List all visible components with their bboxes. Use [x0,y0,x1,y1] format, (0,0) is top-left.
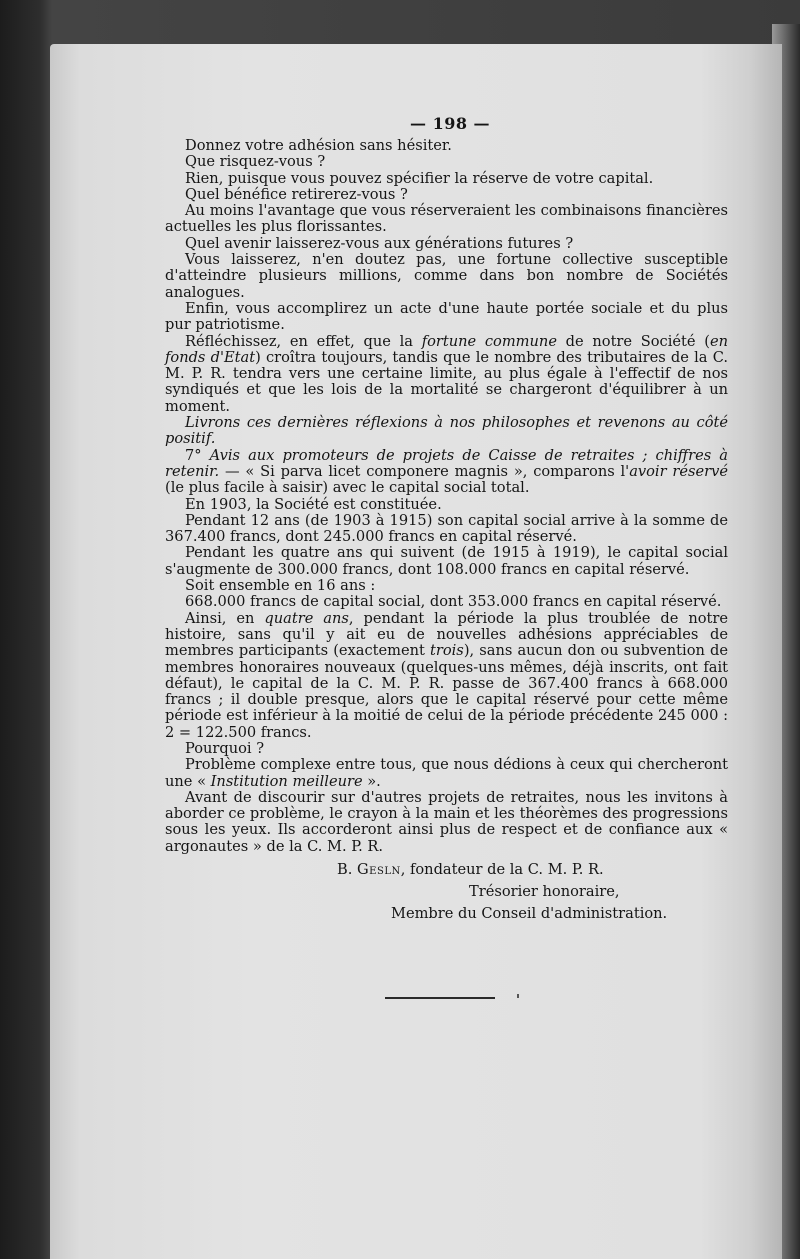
text-run: Donnez votre adhésion sans hésiter. [185,137,452,154]
text-run: Réfléchissez, en effet, que la [185,332,422,350]
text-run: Pendant les quatre ans qui suivent (de 1915 à 1919), le capital social s'augmente de 300.000 francs, dont 108.000 francs en capital réservé. [165,544,728,578]
paragraph-19 [165,757,728,790]
text-run: Avant de discourir sur d'autres projets de retraites, nous les invitons à aborder ce problème, le crayon à la main et les théorèmes des progressions sous les yeux. Ils accorderont ainsi plus de respect et de confiance aux « argonautes » de la C. M. P. R. [165,788,728,855]
paragraph-16 [165,594,728,610]
text-run: Quel avenir laisserez-vous aux générations futures ? [185,234,574,252]
paragraph-9 [165,334,728,415]
paragraph-12 [165,497,728,513]
signature-surname: Gesln [357,861,401,879]
paragraph-3 [165,171,728,187]
text-run: Pendant 12 ans (de 1903 à 1915) son capital social arrive à la somme de 367.400 francs, dont 245.000 francs en capital réservé. [165,511,728,546]
text-run: En 1903, la Société est constituée. [185,495,442,513]
text-run: 7° [185,446,210,464]
paragraph-6 [165,236,728,252]
signature-role: , fondateur de la C. M. P. R. [400,861,604,879]
text-run: Au moins l'avantage que vous réserveraient les combinaisons financières actuelles les plus florissantes. [165,202,728,236]
body-text [165,112,728,925]
text-run: Vous laisserez, n'en doutez pas, une fortune collective susceptible d'atteindre plusieurs millions, comme dans bon nombre de Sociétés analogues. [165,251,728,301]
paragraph-4 [165,187,728,203]
text-run: Problème complexe entre tous, que nous dédions à ceux qui chercheront une « [165,756,728,790]
italic-text: fortune commune [421,332,557,350]
italic-text: Livrons ces dernières réflexions à nos philosophes et revenons au côté positif. [165,414,728,448]
italic-text: Avis aux promoteurs de projets de Caisse de retraites ; chiffres à retenir. [165,446,728,480]
text-run: ), sans aucun don ou subvention de membres honoraires nouveaux (quelques-uns mêmes, déjà inscrits, ont fait défaut), le capital de la C. M. P. R. passe de 367.400 francs à 668.000 francs ; il double presque, alors que le capital réservé pour cette même période est inférieur à la moitié de celui de la période précédente 245 000 : 2 = 122.500 francs. [165,642,728,741]
text-run: ) croîtra toujours, tandis que le nombre des tributaires de la C. M. P. R. tendra vers une certaine limite, au plus égale à l'effectif de nos syndiqués et que les lois de la mortalité se chargeront d'équilibrer à un moment. [165,348,728,415]
paragraph-8 [165,301,728,334]
signature-line-1 [165,859,728,881]
text-run: Pourquoi ? [185,739,265,757]
paragraph-18 [165,741,728,757]
text-run: Rien, puisque vous pouvez spécifier la réserve de votre capital. [185,169,654,187]
signature-block [165,859,728,925]
italic-text: Institution meilleure [210,772,363,790]
italic-text: quatre ans [264,609,349,627]
text-run: , pendant la période la plus troublée de notre histoire, sans qu'il y ait eu de nouvelles adhésions appréciables de membres participants (exactement [165,609,729,660]
paragraph-5 [165,203,728,236]
paragraph-14 [165,545,728,578]
paragraph-2 [165,154,728,170]
paragraph-7 [165,252,728,301]
signature-initial: B. [337,861,353,879]
paragraph-20 [165,790,728,855]
ink-speck [517,994,519,998]
text-run: 668.000 francs de capital social, dont 353.000 francs en capital réservé. [185,593,722,611]
signature-line-3: Membre du Conseil d'administration. [391,905,668,923]
closing-rule [385,997,495,999]
text-run: Enfin, vous accomplirez un acte d'une haute portée sociale et du plus pur patriotisme. [165,299,728,334]
paragraph-list [165,138,728,855]
text-run: Quel bénéfice retirerez-vous ? [185,185,408,203]
text-run: — « Si parva licet componere magnis », comparons l' [219,462,630,480]
text-run: Que risquez-vous ? [185,153,326,171]
signature-line-2: Trésorier honoraire, [469,883,620,901]
text-run: Ainsi, en [185,609,265,627]
italic-text: trois [430,642,464,660]
text-run: de notre Société ( [556,332,710,350]
page-number: — 198 — [410,114,491,133]
text-run: (le plus facile à saisir) avec le capital social total. [165,479,530,497]
paragraph-13 [165,513,728,546]
paragraph-1 [165,138,728,154]
italic-text: en fonds d'Etat [165,332,728,366]
paragraph-10 [165,415,728,448]
text-run: ». [362,772,381,790]
italic-text: avoir réservé [629,462,728,480]
paragraph-17 [165,611,728,741]
paragraph-11 [165,448,728,497]
paragraph-15 [165,578,728,594]
text-run: Soit ensemble en 16 ans : [185,577,376,595]
